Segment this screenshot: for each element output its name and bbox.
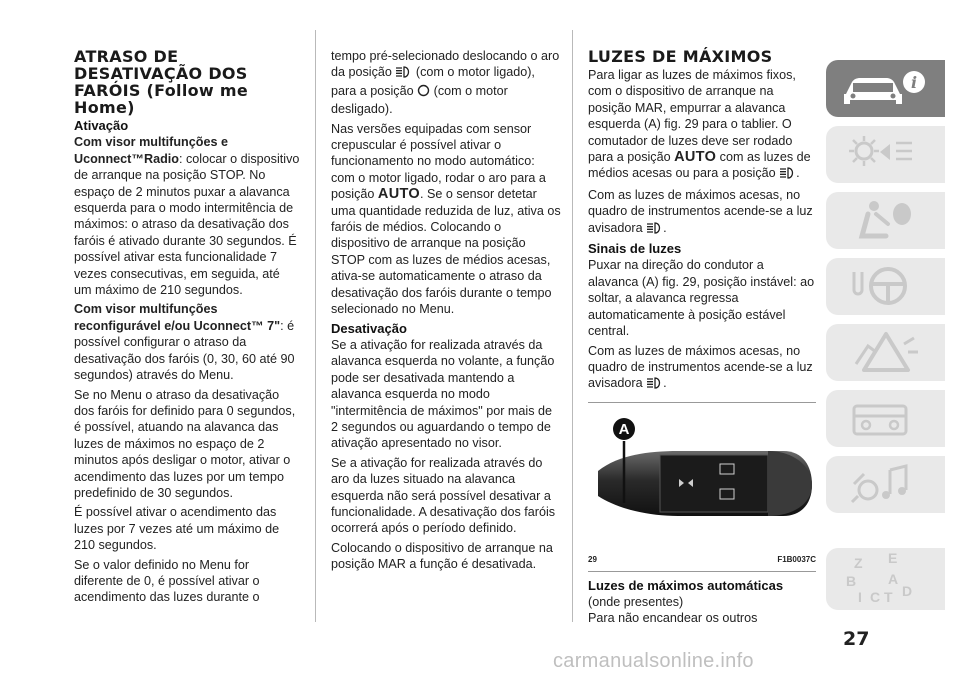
callout-label: A bbox=[618, 420, 630, 438]
auto-label: AUTO bbox=[377, 186, 420, 203]
subheading-reconfigurable: Com visor multifunções reconfigurável e/ou Uconnect™ 7" bbox=[74, 302, 281, 333]
paragraph: (onde presentes) bbox=[588, 594, 684, 609]
svg-text:Z: Z bbox=[854, 555, 863, 571]
tab-maintenance[interactable] bbox=[826, 390, 945, 447]
page-number: 27 bbox=[843, 628, 870, 650]
subheading-auto-high-beams: Luzes de máximos automáticas bbox=[588, 577, 784, 593]
svg-text:A: A bbox=[888, 571, 899, 587]
tab-lights[interactable] bbox=[826, 126, 945, 183]
lights-icon bbox=[826, 126, 945, 183]
paragraph: Para não encandear os outros bbox=[588, 611, 758, 626]
figure-code: F1B0037C bbox=[777, 555, 816, 565]
section-title: ATRASO DE DESATIVAÇÃO DOS FARÓIS (Follow me Home) bbox=[74, 47, 248, 117]
paragraph: Se a ativação for realizada através da alavanca esquerda no volante, a função pode ser desativada mantendo a alavanca esquerda no modo "intermitência de máximos" por mais de 2 segundos ou aguardando o tempo de ativação apresentado no visor. bbox=[331, 337, 555, 451]
figure-29 bbox=[588, 402, 816, 572]
paragraph: Para ligar as luzes de máximos fixos, com o dispositivo de arranque na posição MAR, empurrar a alavanca esquerda (A) fig. 29 para o tablier. O comutador de luzes deve ser rodado para a posição AUTO com as luzes de médios acesas ou para a posição . bbox=[588, 67, 816, 184]
column-2 bbox=[331, 48, 561, 576]
svg-text:i: i bbox=[910, 73, 918, 92]
figure-top-rule bbox=[588, 402, 816, 403]
column-3 bbox=[588, 48, 816, 630]
alphabet-index-icon bbox=[826, 548, 945, 610]
paragraph: Com as luzes de máximos acesas, no quadro de instrumentos acende-se a luz avisadora . bbox=[588, 343, 816, 394]
paragraph: Puxar na direção do condutor a alavanca (A) fig. 29, posição instável: ao soltar, a alavanca regressa automaticamente à posição estável central. bbox=[588, 258, 815, 339]
light-stalk-illustration bbox=[588, 411, 816, 546]
watermark: carmanualsonline.info bbox=[553, 650, 754, 672]
paragraph: Se a ativação for realizada através do aro da luzes situado na alavanca esquerda não será possível desativar a funcionalidade. A desativação dos faróis ocorrerá após o período definido. bbox=[331, 455, 556, 536]
high-beam-icon bbox=[395, 66, 412, 82]
svg-text:T: T bbox=[884, 589, 893, 605]
tab-driving[interactable] bbox=[826, 258, 945, 315]
tab-emergency[interactable] bbox=[826, 324, 945, 381]
svg-text:C: C bbox=[870, 589, 881, 605]
music-note-icon bbox=[826, 456, 945, 513]
airbag-seat-icon bbox=[826, 192, 945, 249]
paragraph: Com visor multifunções e Uconnect™Radio: colocar o dispositivo de arranque na posição STOP. No espaço de 2 minutos puxar a alavanca esquerda para o modo intermitência de máximos: o atraso da desativação dos faróis é ativado durante 30 segundos. É possível ativar esta funcionalidade 7 vezes consecutivas, em seguida, até um máximo de 210 segundos. bbox=[74, 135, 300, 298]
paragraph: tempo pré-selecionado deslocando o aro da posição (com o motor ligado), para a posição (com o motor desligado). bbox=[331, 49, 560, 117]
toolbox-icon bbox=[826, 390, 945, 447]
subheading-deactivation: Desativação bbox=[331, 320, 407, 336]
paragraph: Colocando o dispositivo de arranque na posição MAR a função é desativada. bbox=[331, 540, 553, 572]
auto-label: AUTO bbox=[674, 149, 717, 166]
svg-text:I: I bbox=[858, 589, 862, 605]
section-title: LUZES DE MÁXIMOS bbox=[588, 47, 773, 66]
high-beam-icon bbox=[779, 167, 796, 183]
steering-wheel-icon bbox=[826, 258, 945, 315]
tab-safety[interactable] bbox=[826, 192, 945, 249]
paragraph: Se no Menu o atraso da desativação dos faróis for definido para 0 segundos, é possível, atuando na alavanca das luzes de máximos no espaço de 2 minutos após desligar o motor, ativar o acendimento das luzes por um tempo predefinido de 30 segundos. bbox=[74, 387, 296, 500]
svg-text:B: B bbox=[846, 573, 857, 589]
column-divider bbox=[315, 30, 316, 622]
car-info-icon bbox=[826, 60, 945, 117]
figure-bottom-rule bbox=[588, 571, 816, 572]
figure-caption bbox=[588, 552, 816, 568]
paragraph: Nas versões equipadas com sensor crepuscular é possível ativar o funcionamento no modo automático: com o motor ligado, rodar o aro para a posição AUTO. Se o sensor detetar uma quantidade reduzida de luz, ativa os faróis de médios. Colocando o dispositivo de arranque na posição STOP com as luzes de médios acesas, ativa-se automaticamente o atraso da desativação dos faróis durante o tempo selecionado no Menu. bbox=[331, 121, 561, 317]
subheading-signals: Sinais de luzes bbox=[588, 241, 682, 257]
subheading-activation: Ativação bbox=[74, 118, 129, 133]
warning-triangle-icon bbox=[826, 324, 945, 381]
subheading-uconnect: Com visor multifunções e Uconnect™Radio bbox=[74, 135, 228, 166]
high-beam-warning-icon bbox=[646, 222, 663, 238]
tab-vehicle-info[interactable] bbox=[826, 60, 945, 117]
paragraph: É possível ativar o acendimento das luzes por 7 vezes até um máximo de 210 segundos. bbox=[74, 505, 280, 553]
tab-multimedia[interactable] bbox=[826, 456, 945, 513]
svg-text:E: E bbox=[888, 550, 898, 566]
figure-number: 29 bbox=[588, 555, 597, 565]
column-divider bbox=[572, 30, 573, 622]
high-beam-warning-icon bbox=[646, 377, 663, 393]
paragraph: Com as luzes de máximos acesas, no quadro de instrumentos acende-se a luz avisadora . bbox=[588, 187, 816, 238]
tab-index[interactable] bbox=[826, 548, 945, 610]
paragraph: Se o valor definido no Menu for diferente de 0, é possível ativar o acendimento das luzes durante o bbox=[74, 557, 260, 605]
paragraph: Com visor multifunções reconfigurável e/ou Uconnect™ 7": é possível configurar o atraso da desativação dos faróis (0, 30, 60 até 90 segundos) através do Menu. bbox=[74, 302, 295, 383]
column-1 bbox=[74, 48, 300, 609]
off-ring-icon bbox=[417, 84, 430, 101]
svg-text:D: D bbox=[902, 583, 913, 599]
